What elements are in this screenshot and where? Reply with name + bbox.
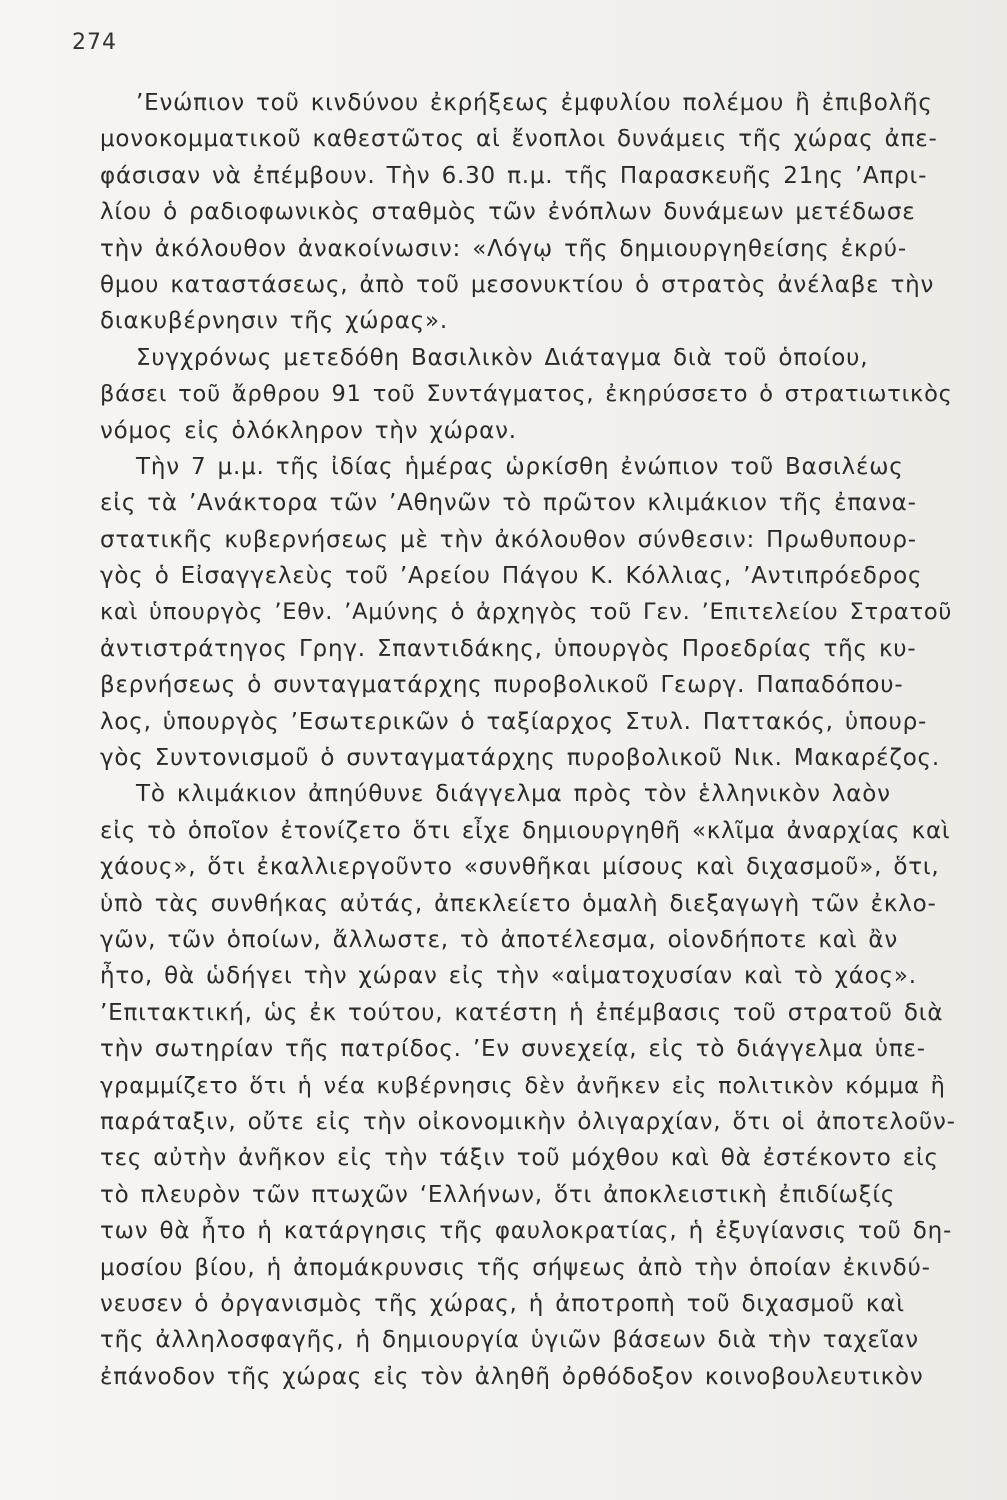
text-line: τὸ πλευρὸν τῶν πτωχῶν ‘Ελλήνων, ὅτι ἀποκλειστικὴ ἐπιδίωξίς <box>100 1181 896 1208</box>
text-line: Τὸ κλιμάκιον ἀπηύθυνε διάγγελμα πρὸς τὸν ἑλληνικὸν λαὸν <box>136 781 891 808</box>
text-line: γὸς ὁ Εἰσαγγελεὺς τοῦ ’Αρείου Πάγου Κ. Κόλλιας, ’Αντιπρόεδρος <box>100 563 923 590</box>
text-line: ὑπὸ τὰς συνθήκας αὐτάς, ἀπεκλείετο ὁμαλὴ διεξαγωγὴ τῶν ἐκλο- <box>100 890 937 917</box>
text-line: γῶν, τῶν ὁποίων, ἄλλωστε, τὸ ἀποτέλεσμα, οἱονδήποτε καὶ ἂν <box>100 926 899 953</box>
text-line: τες αὐτὴν ἀνῆκον εἰς τὴν τάξιν τοῦ μόχθου καὶ θὰ ἐστέκοντο εἰς <box>100 1145 939 1172</box>
text-line: μοσίου βίου, ἡ ἀπομάκρυνσις τῆς σήψεως ἀπὸ τὴν ὁποίαν ἐκινδύ- <box>100 1254 931 1281</box>
text-line: ’Επιτακτική, ὡς ἐκ τούτου, κατέστη ἡ ἐπέμβασις τοῦ στρατοῦ διὰ <box>100 999 944 1026</box>
body-text <box>100 85 960 1395</box>
text-line: εἰς τὰ ’Ανάκτορα τῶν ’Αθηνῶν τὸ πρῶτον κλιμάκιον τῆς ἐπανα- <box>100 490 917 517</box>
text-line: γραμμίζετο ὅτι ἡ νέα κυβέρνησις δὲν ἀνῆκεν εἰς πολιτικὸν κόμμα ἢ <box>100 1072 946 1099</box>
text-line: ’Ενώπιον τοῦ κινδύνου ἐκρήξεως ἐμφυλίου πολέμου ἢ ἐπιβολῆς <box>136 90 933 116</box>
text-line: βάσει τοῦ ἄρθρου 91 τοῦ Συντάγματος, ἐκηρύσσετο ὁ στρατιωτικὸς <box>100 381 953 408</box>
text-line: λος, ὑπουργὸς ’Εσωτερικῶν ὁ ταξίαρχος Στυλ. Παττακός, ὑπουρ- <box>100 708 928 735</box>
text-line: χάους», ὅτι ἐκαλλιεργοῦντο «συνθῆκαι μίσους καὶ διχασμοῦ», ὅτι, <box>100 854 940 881</box>
text-line: θμου καταστάσεως, ἀπὸ τοῦ μεσονυκτίου ὁ στρατὸς ἀνέλαβε τὴν <box>100 271 935 298</box>
text-line: γὸς Συντονισμοῦ ὁ συνταγματάρχης πυροβολικοῦ Νικ. Μακαρέζος. <box>100 745 940 772</box>
text-line: λίου ὁ ραδιοφωνικὸς σταθμὸς τῶν ἐνόπλων δυνάμεων μετέδωσε <box>100 199 916 226</box>
text-line: εἰς τὸ ὁποῖον ἐτονίζετο ὅτι εἶχε δημιουργηθῆ «κλῖμα ἀναρχίας καὶ <box>100 817 951 844</box>
text-line: διακυβέρνησιν τῆς χώρας». <box>100 308 448 335</box>
text-line: ἐπάνοδον τῆς χώρας εἰς τὸν ἀληθῆ ὀρθόδοξον κοινοβουλευτικὸν <box>100 1363 924 1390</box>
text-line: φάσισαν νὰ ἐπέμβουν. Τὴν 6.30 π.μ. τῆς Παρασκευῆς 21ης ’Απρι- <box>100 162 928 189</box>
text-line: Συγχρόνως μετεδόθη Βασιλικὸν Διάταγμα διὰ τοῦ ὁποίου, <box>136 344 869 371</box>
text-line: στατικῆς κυβερνήσεως μὲ τὴν ἀκόλουθον σύνθεσιν: Πρωθυπουρ- <box>100 526 917 553</box>
text-line: νόμος εἰς ὁλόκληρον τὴν χώραν. <box>100 417 517 444</box>
page-number: 274 <box>72 30 117 55</box>
text-line: τὴν ἀκόλουθον ἀνακοίνωσιν: «Λόγῳ τῆς δημιουργηθείσης ἐκρύ- <box>100 235 907 262</box>
text-line: τῆς ἀλληλοσφαγῆς, ἡ δημιουργία ὑγιῶν βάσεων διὰ τὴν ταχεῖαν <box>100 1327 919 1354</box>
text-line: των θὰ ἦτο ἡ κατάργησις τῆς φαυλοκρατίας, ἡ ἐξυγίανσις τοῦ δη- <box>100 1218 953 1245</box>
text-line: καὶ ὑπουργὸς ’Εθν. ’Αμύνης ὁ ἀρχηγὸς τοῦ Γεν. ’Επιτελείου Στρατοῦ <box>100 599 953 626</box>
text-line: τὴν σωτηρίαν τῆς πατρίδος. ’Εν συνεχείᾳ, εἰς τὸ διάγγελμα ὑπε- <box>100 1036 926 1063</box>
text-line: ἦτο, θὰ ὡδήγει τὴν χώραν εἰς τὴν «αἱματοχυσίαν καὶ τὸ χάος». <box>100 963 917 990</box>
text-line: μονοκομματικοῦ καθεστῶτος αἱ ἔνοπλοι δυνάμεις τῆς χώρας ἀπε- <box>100 126 938 153</box>
text-line: Τὴν 7 μ.μ. τῆς ἰδίας ἡμέρας ὡρκίσθη ἐνώπιον τοῦ Βασιλέως <box>136 453 904 480</box>
text-line: βερνήσεως ὁ συνταγματάρχης πυροβολικοῦ Γεωργ. Παπαδόπου- <box>100 672 904 699</box>
text-line: νευσεν ὁ ὀργανισμὸς τῆς χώρας, ἡ ἀποτροπὴ τοῦ διχασμοῦ καὶ <box>100 1290 905 1317</box>
text-line: παράταξιν, οὔτε εἰς τὴν οἰκονομικὴν ὀλιγαρχίαν, ὅτι οἱ ἀποτελοῦν- <box>100 1108 956 1135</box>
text-line: ἀντιστράτηγος Γρηγ. Σπαντιδάκης, ὑπουργὸς Προεδρίας τῆς κυ- <box>100 635 917 662</box>
